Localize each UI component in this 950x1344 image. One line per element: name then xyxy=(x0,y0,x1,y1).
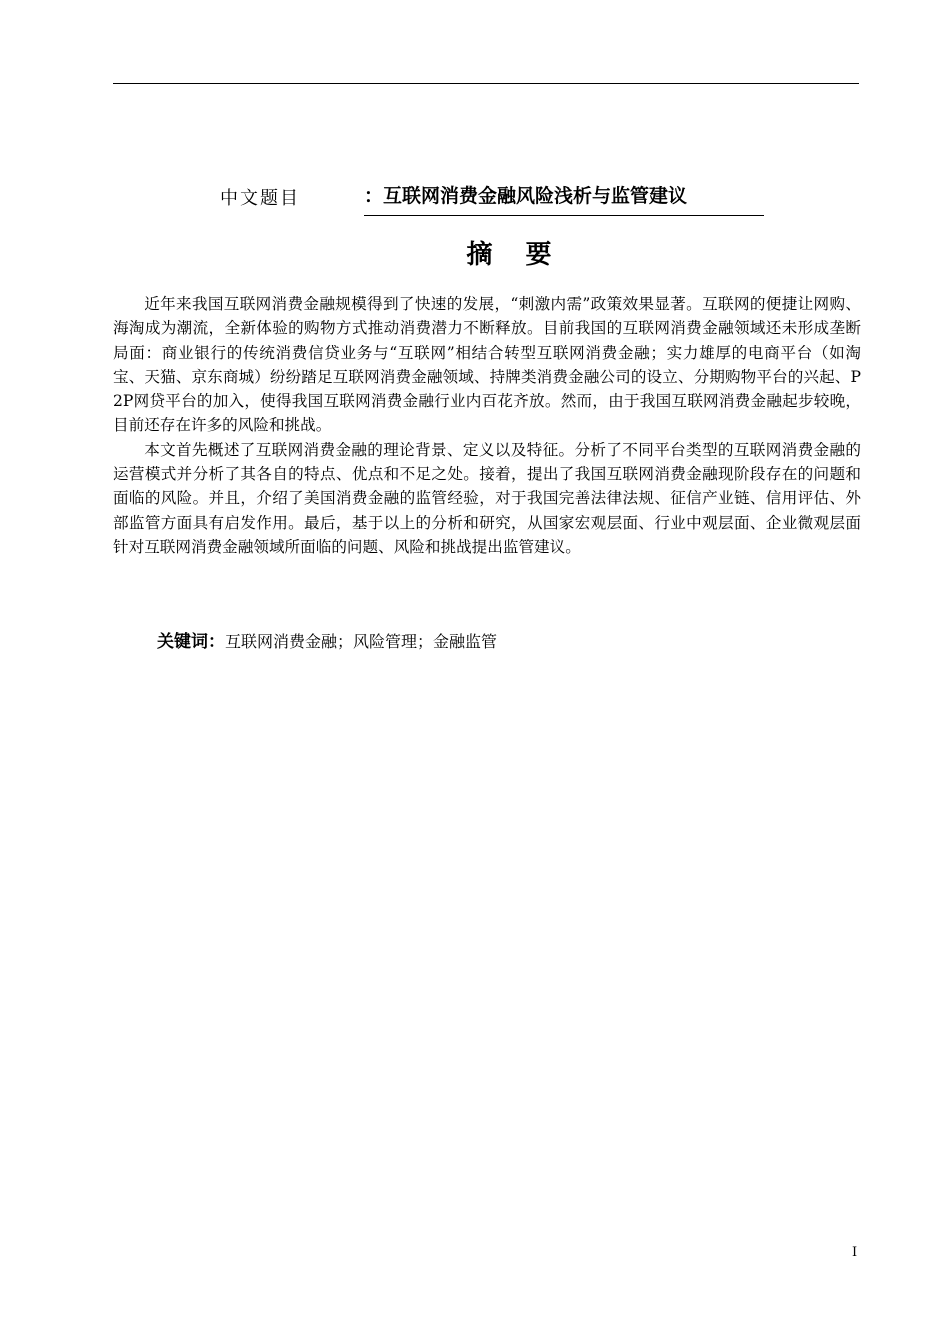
abstract-paragraph-1: 近年来我国互联网消费金融规模得到了快速的发展，“刺激内需”政策效果显著。互联网的便捷让网购、海淘成为潮流，全新体验的购物方式推动消费潜力不断释放。目前我国的互联网消费金融领域还未形成垄断局面：商业银行的传统消费信贷业务与“互联网”相结合转型互联网消费金融；实力雄厚的电商平台（如淘宝、天猫、京东商城）纷纷踏足互联网消费金融领域、持牌类消费金融公司的设立、分期购物平台的兴起、P2P网贷平台的加入，使得我国互联网消费金融行业内百花齐放。然而，由于我国互联网消费金融起步较晚，目前还存在许多的风险和挑战。 xyxy=(113,295,861,435)
title-underline xyxy=(364,181,764,216)
header-rule xyxy=(113,83,859,84)
title-label: 中文题目 xyxy=(220,188,300,209)
abstract-body xyxy=(113,292,861,559)
abstract-paragraph-2: 本文首先概述了互联网消费金融的理论背景、定义以及特征。分析了不同平台类型的互联网消费金融的运营模式并分析了其各自的特点、优点和不足之处。接着，提出了我国互联网消费金融现阶段存在的问题和面临的风险。并且，介绍了美国消费金融的监管经验，对于我国完善法律法规、征信产业链、信用评估、外部监管方面具有启发作用。最后，基于以上的分析和研究，从国家宏观层面、行业中观层面、企业微观层面针对互联网消费金融领域所面临的问题、风险和挑战提出监管建议。 xyxy=(113,440,861,556)
page-number: I xyxy=(852,1245,858,1260)
abstract-heading: 摘 要 xyxy=(466,240,564,270)
keywords-value: 互联网消费金融；风险管理；金融监管 xyxy=(225,632,498,651)
title-row xyxy=(220,181,780,221)
thesis-title: ：互联网消费金融风险浅析与监管建议 xyxy=(364,185,688,207)
keywords-label: 关键词： xyxy=(157,632,225,652)
keywords xyxy=(157,627,497,652)
